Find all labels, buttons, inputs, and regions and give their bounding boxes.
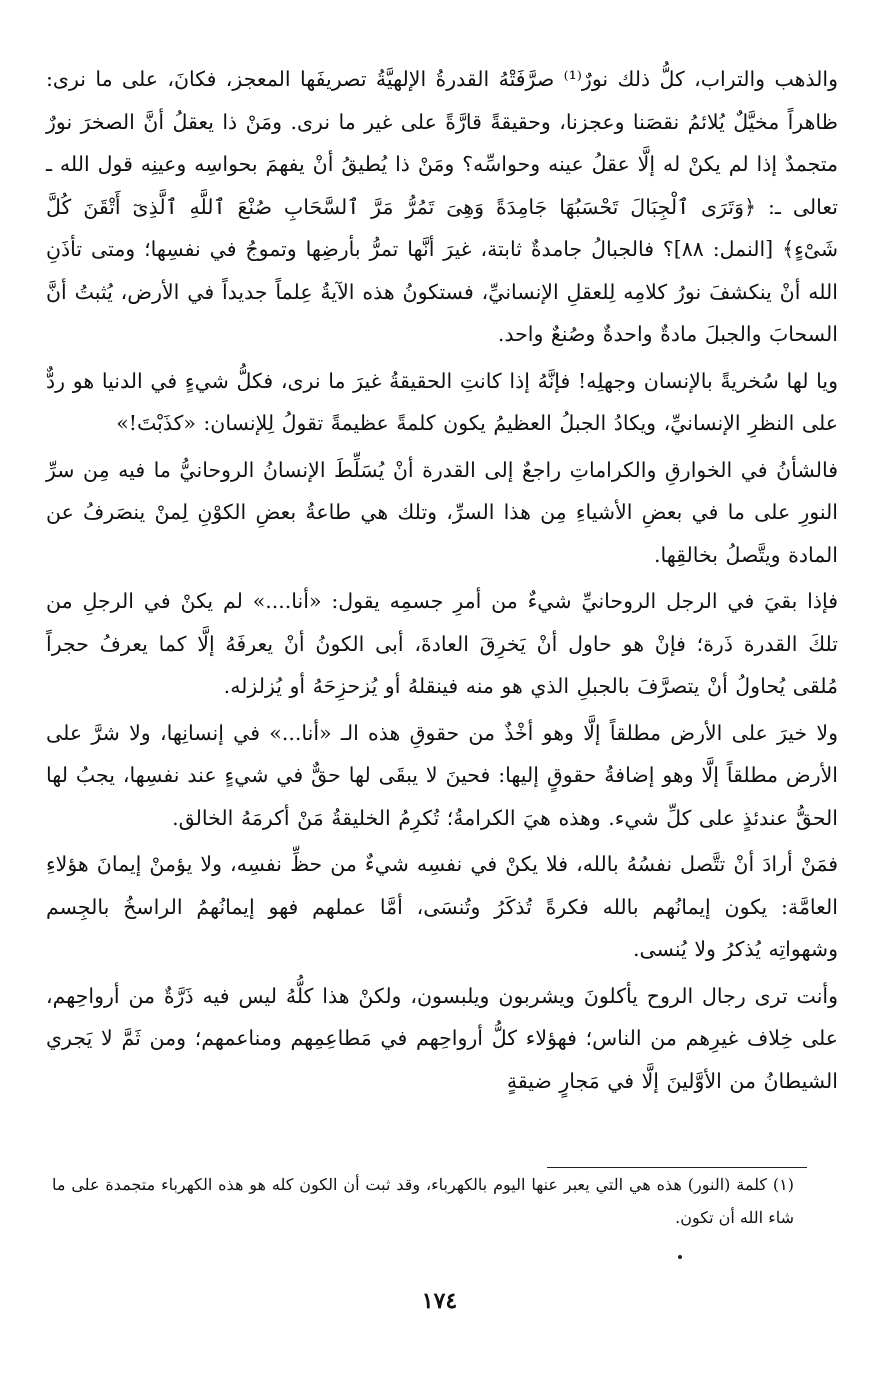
footnotes	[52, 1168, 794, 1234]
page-number: ١٧٤	[421, 1288, 458, 1314]
paragraph-5: ولا خيرَ على الأرض مطلقاً إلَّا وهو أخْذٌ من حقوقِ هذه الـ «أنا...» في إنسانِها، ولا شرَّ على الأرض مطلقاً إلَّا وهو إضافةُ حقوقٍ إليها: فحينَ لا يبقَى لها حقٌّ في شيءٍ عند نفسِها، يجبُ لها الحقُّ عندئذٍ على كلِّ شيء. وهذه هيَ الكرامةُ؛ تُكرِمُ الخليقةُ مَنْ أكرمَهُ الخالق.	[46, 720, 838, 830]
paragraph-7: وأنت ترى رجال الروح يأكلونَ ويشربون ويلبسون، ولكنْ هذا كلُّهُ ليس فيه ذَرَّةٌ من أرواحِهم، على خِلاف غيرِهم من الناس؛ فهؤلاء كلُّ أرواحِهم في مَطاعِمِهم ومناعمهم؛ ومن ثَمَّ لا يَجري الشيطانُ من الأوَّلينَ إلَّا في مَجارٍ ضيقةٍ	[46, 983, 838, 1093]
paragraph-4: فإذا بقيَ في الرجل الروحانيِّ شيءٌ من أمرِ جسمِه يقول: «أنا....» لم يكنْ في الرجلِ من تلكَ القدرة ذَرة؛ فإنْ هو حاول أنْ يَخرِقَ العادةَ، أبى الكونُ أنْ يعرفَهُ إلَّا كما يعرفُ حجراً مُلقى يُحاولُ أنْ يتصرَّفَ بالجبلِ الذي هو منه فينقلهُ أو يُزحزِحَهُ أو يُزلزله.	[46, 589, 838, 698]
paragraph-2: ويا لها سُخريةً بالإنسان وجهلِه! فإنَّهُ إذا كانتِ الحقيقةُ غيرَ ما نرى، فكلُّ شيءٍ في الدنيا هو ردٌّ على النظرِ الإنسانيِّ، ويكادُ الجبلُ العظيمُ يكون كلمةً عظيمةً تقولُ لِلإنسان: «كذَبْتَ!»	[46, 368, 838, 435]
paragraph-3: فالشأنُ في الخوارقِ والكراماتِ راجعٌ إلى القدرة أنْ يُسَلِّطَ الإنسانُ الروحانيُّ ما فيه مِن سرِّ النورِ على ما في بعضِ الأشياءِ مِن هذا السرِّ، وتلك هي طاعةُ بعضِ الكوْنِ لِمنْ ينصَرفُ عن المادة ويتَّصلُ بخالقِها.	[46, 457, 838, 567]
page-body	[46, 58, 838, 1106]
footnote-1: (١) كلمة (النور) هذه هي التي يعبر عنها اليوم بالكهرباء، وقد ثبت أن الكون كله هو هذه الكهرباء متجمدة على ما شاء الله أن تكون.	[52, 1175, 794, 1227]
paragraph-6: فمَنْ أرادَ أنْ تتَّصل نفسُهُ بالله، فلا يكنْ في نفسِه شيءٌ من حظِّ نفسِه، ولا يؤمنْ إيمانَ هؤلاءِ العامَّة: يكون إيمانُهم بالله فكرةً تُذكَرُ وتُنسَى، أمَّا عملهم فهو إيمانُهمُ الراسخُ بالجِسم وشهواتِه يُذكرُ ولا يُنسى.	[46, 852, 838, 961]
paragraph-1: والذهب والتراب، كلُّ ذلك نورٌ⁽¹⁾ صرَّفَتْهُ القدرةُ الإلهيَّةُ تصريفَها المعجز، فكانَ، على ما نرى: ظاهراً مخيَّلٌ يُلائمُ نقصَنا وعجزنا، وحقيقةً قارَّةً على غير ما نرى. ومَنْ ذا يعقلُ أنَّ الصخرَ نورٌ متجمدٌ إذا لم يكنْ له إلَّا عقلُ عينه وحواسِّه؟ ومَنْ ذا يُطيقُ أنْ يفهمَ بحواسِه وعينِه قول الله ـ تعالى ـ: ﴿وَتَرَى ٱلْجِبَالَ تَحْسَبُهَا جَامِدَةً وَهِىَ تَمُرُّ مَرَّ ٱلسَّحَابِ صُنْعَ ٱللَّهِ ٱلَّذِىٓ أَتْقَنَ كُلَّ شَىْءٍ﴾ [النمل: ٨٨]؟ فالجبالُ جامدةٌ ثابتة، غيرَ أنَّها تمرُّ بأرضِها وتموجُ في نفسِها؛ ومتى تأذَنِ الله أنْ ينكشفَ نورُ كلامِه لِلعقلِ الإنسانيِّ، فستكونُ هذه الآيةُ عِلماً جديداً في الأرض، يُثبتُ أنَّ السحابَ والجبلَ مادةٌ واحدةٌ وصُنعٌ واحد.	[46, 67, 838, 346]
stray-dot-mark	[678, 1255, 682, 1259]
